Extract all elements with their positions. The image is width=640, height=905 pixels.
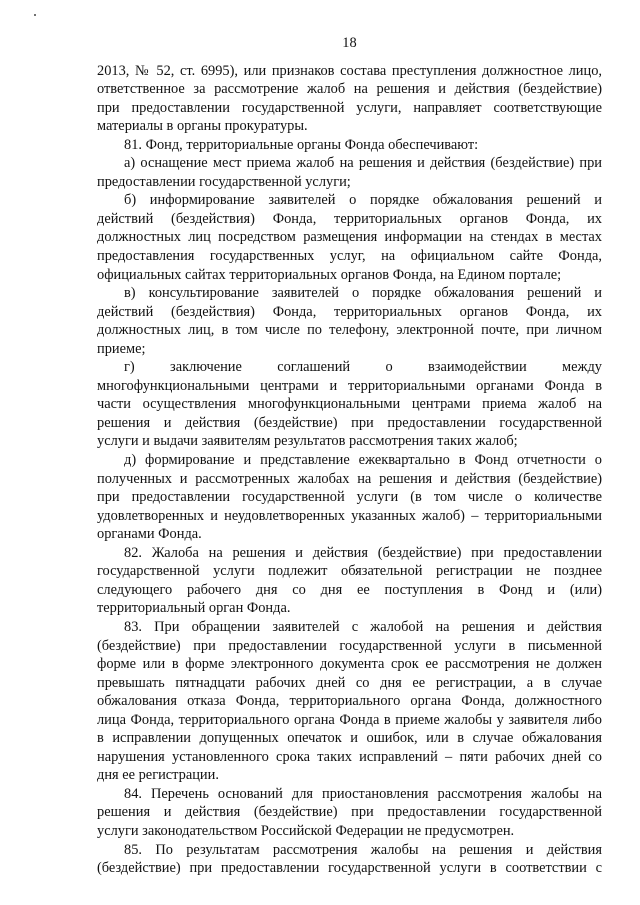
page-number: 18 xyxy=(342,35,357,51)
text-line: 2013, № 52, ст. 6995), или признаков состава преступления должностное лицо, xyxy=(97,62,602,79)
text-line: б) информирование заявителей о порядке обжалования решений и xyxy=(124,192,602,209)
paragraph-continuation xyxy=(97,62,602,136)
paragraph-81v xyxy=(97,284,602,358)
text-line: решения и действия (бездействие) при предоставлении государственной xyxy=(97,414,602,431)
paragraph-81d xyxy=(97,451,602,544)
text-line: 84. Перечень оснований для приостановления рассмотрения жалобы на xyxy=(124,785,602,802)
text-line: д) формирование и представление ежеквартально в Фонд отчетности о xyxy=(124,452,602,469)
text-line: территориальный орган Фонда. xyxy=(97,600,291,617)
text-line: дня ее регистрации. xyxy=(97,767,219,784)
text-line: следующего рабочего дня со дня ее поступления в Фонд и (или) xyxy=(97,581,602,598)
text-line: должностных лиц посредством размещения информации на стендах в местах xyxy=(97,229,602,246)
text-line: действий (бездействия) Фонда, территориальных органов Фонда, их xyxy=(97,303,602,320)
text-line: полученных и рассмотренных жалобах на решения и действия (бездействие) xyxy=(97,470,602,487)
text-line: ответственное за рассмотрение жалоб на решения и действия (бездействие) xyxy=(97,81,602,98)
scan-speck xyxy=(34,14,36,16)
paragraph-81a xyxy=(97,154,602,191)
text-line: решения и действия (бездействие) при предоставлении государственной xyxy=(97,804,602,821)
text-line: а) оснащение мест приема жалоб на решения и действия (бездействие) при xyxy=(124,155,602,172)
text-line: услуги законодательством Российской Федерации не предусмотрен. xyxy=(97,822,515,839)
text-line: (бездействие) при предоставлении государственной услуги в письменной xyxy=(97,637,602,654)
paragraph-81g xyxy=(97,358,602,451)
text-line: органами Фонда. xyxy=(97,526,202,543)
text-line: г) заключение соглашений о взаимодействии между xyxy=(124,359,602,376)
document-body xyxy=(97,62,602,878)
text-line: государственной услуги подлежит обязательной регистрации не позднее xyxy=(97,563,602,580)
text-line: при предоставлении государственной услуги (в том числе о количестве xyxy=(97,489,602,506)
text-line: 83. При обращении заявителей с жалобой на решения и действия xyxy=(124,618,602,635)
text-line: 82. Жалоба на решения и действия (бездействие) при предоставлении xyxy=(124,544,602,561)
text-line: в) консультирование заявителей о порядке обжалования решений и xyxy=(124,285,602,302)
text-line: предоставления государственных услуг, на официальном сайте Фонда, xyxy=(97,248,602,265)
document-page xyxy=(97,34,602,878)
text-line: многофункциональными центрами и территориальными органами Фонда в xyxy=(97,377,602,394)
paragraph-81b xyxy=(97,191,602,284)
text-line: приеме; xyxy=(97,340,146,357)
text-line: форме или в форме электронного документа срок ее рассмотрения не должен xyxy=(97,656,602,673)
paragraph-85 xyxy=(97,841,602,878)
text-line: лица Фонда, территориального органа Фонда в приеме жалобы у заявителя либо xyxy=(97,711,602,728)
paragraph-81 xyxy=(97,136,602,155)
paragraph-82 xyxy=(97,544,602,618)
text-line: превышать пятнадцати рабочих дней со дня ее регистрации, а в случае xyxy=(97,674,602,691)
text-line: должностных лиц, в том числе по телефону, электронной почте, при личном xyxy=(97,322,602,339)
text-line: обжалования отказа Фонда, территориального органа Фонда, должностного xyxy=(97,693,602,710)
text-line: при предоставлении государственной услуги, направляет соответствующие xyxy=(97,99,602,116)
text-line: (бездействие) при предоставлении государственной услуги в соответствии с xyxy=(97,860,602,877)
text-line: услуги и выдачи заявителям результатов рассмотрения таких жалоб; xyxy=(97,433,518,450)
text-line: 81. Фонд, территориальные органы Фонда обеспечивают: xyxy=(124,136,479,153)
text-line: нарушения установленного срока таких исправлений – пяти рабочих дней со xyxy=(97,748,602,765)
text-line: 85. По результатам рассмотрения жалобы на решения и действия xyxy=(124,841,602,858)
text-line: материалы в органы прокуратуры. xyxy=(97,118,308,135)
text-line: в исправлении допущенных опечаток и ошибок, или в случае обжалования xyxy=(97,730,602,747)
paragraph-84 xyxy=(97,785,602,841)
text-line: официальных сайтах территориальных органов Фонда, на Едином портале; xyxy=(97,266,562,283)
text-line: действий (бездействия) Фонда, территориальных органов Фонда, их xyxy=(97,210,602,227)
text-line: удовлетворенных и неудовлетворенных указанных жалоб) – территориальными xyxy=(97,507,602,524)
paragraph-83 xyxy=(97,618,602,785)
text-line: части осуществления многофункциональными центрами приема жалоб на xyxy=(97,396,602,413)
text-line: предоставлении государственной услуги; xyxy=(97,173,351,190)
